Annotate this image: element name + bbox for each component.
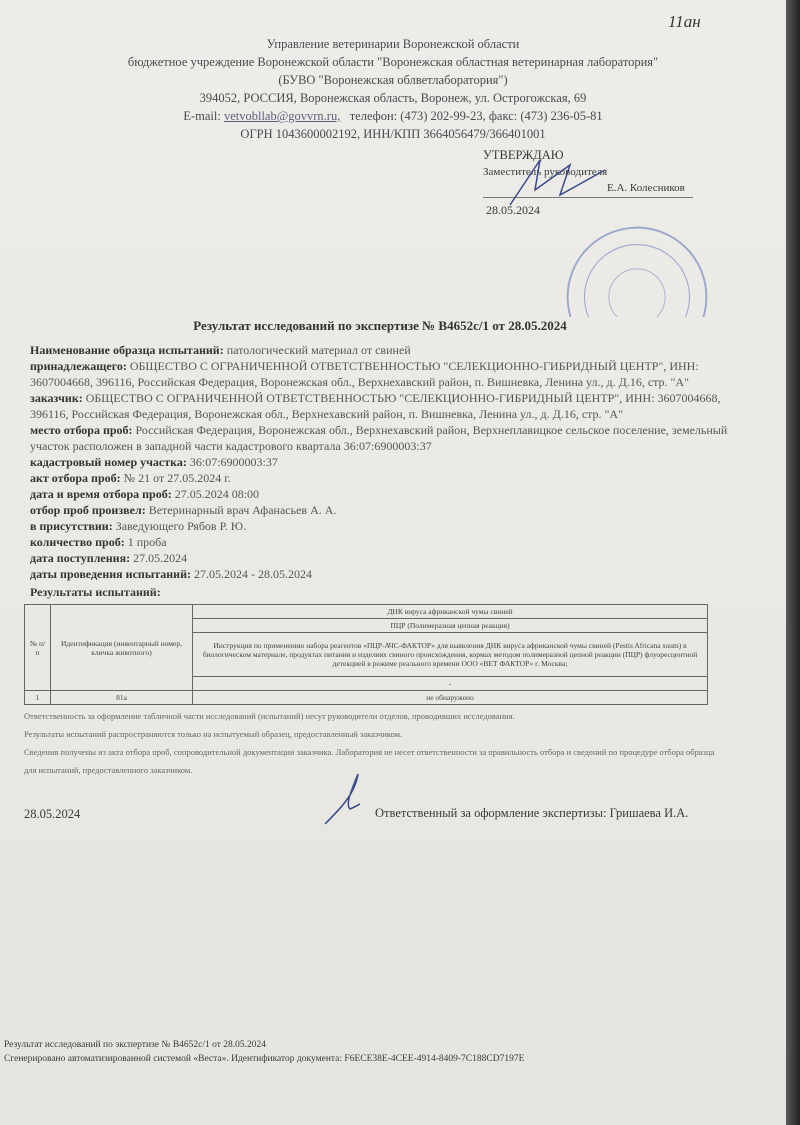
approval-title: УТВЕРЖДАЮ [483, 148, 564, 162]
note-scope: Результаты испытаний распространяются только на испытуемый образец, предоставленный заказчиком. [24, 729, 403, 739]
field-label: принадлежащего: [30, 359, 127, 373]
cell-number: 1 [25, 691, 51, 705]
field-value: Заведующего Рябов Р. Ю. [115, 519, 247, 533]
field-row [24, 518, 754, 534]
header-short-name: (БУВО "Воронежская облветлаборатория") [278, 73, 508, 87]
header-analyte: ДНК вируса африканской чумы свиней [193, 605, 708, 619]
field-value: патологический материал от свиней [226, 343, 411, 357]
field-row [24, 358, 754, 390]
approval-position: Заместитель руководителя [483, 166, 608, 178]
approval-name: Е.А. Колесников [607, 182, 685, 194]
field-label: место отбора проб: [30, 423, 133, 437]
approval-date: 28.05.2024 [486, 203, 540, 217]
email-label: E-mail: [183, 109, 221, 123]
header-registration: ОГРН 1043600002192, ИНН/КПП 3664056479/366401001 [240, 127, 546, 141]
results-label: Результаты испытаний: [30, 585, 161, 599]
sample-details [24, 342, 754, 582]
field-row [24, 502, 754, 518]
header-identification: Идентификация (инвентарный номер, кличка животного) [51, 605, 193, 691]
header-unit: - [193, 677, 708, 691]
page-edge-shadow [786, 0, 800, 1125]
field-value: ОБЩЕСТВО С ОГРАНИЧЕННОЙ ОТВЕТСТВЕННОСТЬЮ "СЕЛЕКЦИОННО-ГИБРИДНЫЙ ЦЕНТР", ИНН: 3607004668, 396116, Российская Федерация, Воронежская обл., Верхнехавский район, п. Вишневка, Ленина ул., д. Д.16, стр. "А" [30, 391, 721, 421]
field-row [24, 390, 754, 422]
footer-reference: Результат исследований по экспертизе № В4652с/1 от 28.05.2024 [4, 1040, 267, 1050]
field-row [24, 550, 754, 566]
document-title: Результат исследований по экспертизе № В4652с/1 от 28.05.2024 [193, 318, 567, 333]
field-label: кадастровый номер участка: [30, 455, 187, 469]
field-label: заказчик: [30, 391, 83, 405]
field-value: 27.05.2024 [133, 551, 188, 565]
field-value: Ветеринарный врач Афанасьев А. А. [148, 503, 337, 517]
table-row [25, 691, 708, 705]
header-address: 394052, РОССИЯ, Воронежская область, Воронеж, ул. Острогожская, 69 [199, 91, 587, 105]
responsible-signature [320, 769, 380, 829]
sign-date: 28.05.2024 [24, 807, 81, 821]
field-label: отбор проб произвел: [30, 503, 146, 517]
field-value: № 21 от 27.05.2024 г. [123, 471, 231, 485]
cell-result: не обнаружено [193, 691, 708, 705]
field-row [24, 454, 754, 470]
report-body [24, 342, 754, 829]
field-label: Наименование образца испытаний: [30, 343, 224, 357]
note-responsibility: Ответственность за оформление табличной части исследований (испытаний) несут руководители отделов, проводивших исследования. [24, 711, 515, 721]
header-organization: бюджетное учреждение Воронежской области "Воронежская областная ветеринарная лаборатория" [127, 55, 659, 69]
signature-row [24, 789, 754, 829]
header-authority: Управление ветеринарии Воронежской области [266, 37, 520, 51]
field-row [24, 422, 754, 454]
field-value: 36:07:6900003:37 [189, 455, 278, 469]
field-value: 27.05.2024 - 28.05.2024 [193, 567, 312, 581]
email-link[interactable]: vetvobllab@govvrn.ru, [223, 109, 341, 123]
header-method: ПЦР (Полимеразная цепная реакция) [193, 619, 708, 633]
field-label: в присутствии: [30, 519, 113, 533]
field-row [24, 486, 754, 502]
field-value: 27.05.2024 08:00 [174, 487, 260, 501]
responsible-person: Ответственный за оформление экспертизы: Гришаева И.А. [375, 806, 689, 820]
field-label: даты проведения испытаний: [30, 567, 191, 581]
seal-stamp [562, 222, 712, 317]
field-label: количество проб: [30, 535, 125, 549]
field-value: 1 проба [127, 535, 167, 549]
field-row [24, 342, 754, 358]
note-source: Сведения получены из акта отбора проб, сопроводительной документации заказчика. Лаборатория не несет ответственности за правильность отбора и сведений по процедуре отбора образца для испытаний, предоставленного заказчиком. [24, 747, 715, 775]
cell-identification: 81а [51, 691, 193, 705]
header-contacts [0, 109, 786, 124]
field-label: акт отбора проб: [30, 471, 121, 485]
handwritten-mark: 11ан [668, 12, 701, 31]
field-row [24, 534, 754, 550]
field-value: Российская Федерация, Воронежская обл., Верхнехавский район, Верхнеплавицкое сельское поселение, земельный участок расположен в западной части кадастрового квартала 36:07:6900003:37 [30, 423, 728, 453]
approval-signature [500, 150, 610, 210]
field-row [24, 566, 754, 582]
field-value: ОБЩЕСТВО С ОГРАНИЧЕННОЙ ОТВЕТСТВЕННОСТЬЮ "СЕЛЕКЦИОННО-ГИБРИДНЫЙ ЦЕНТР", ИНН: 3607004668, 396116, Российская Федерация, Воронежская обл., Верхнехавский район, п. Вишневка, Ленина ул., д. Д.16, стр. "А" [30, 359, 699, 389]
footer-generated: Сгенерировано автоматизированной системой «Веста». Идентификатор документа: F6ECE38E-4CEE-4914-8409-7C188CD7197E [4, 1054, 525, 1064]
header-instruction: Инструкция по применению набора реагентов «ПЦР-АЧС-ФАКТОР» для выявления ДНК вируса африканской чумы свиней (Pestis Africana suum) в биологическом материале, продуктах питания и изделиях свиного происхождения, кормах методом полимеразной цепной реакции (ПЦР) флуоресцентной детекцией в режиме реального времени ООО «ВЕТ ФАКТОР» г. Москва; [193, 633, 708, 677]
field-label: дата и время отбора проб: [30, 487, 172, 501]
field-row [24, 470, 754, 486]
header-number: № п/п [25, 605, 51, 691]
phones: телефон: (473) 202-99-23, факс: (473) 236-05-81 [349, 109, 603, 123]
field-label: дата поступления: [30, 551, 131, 565]
results-table [24, 604, 708, 705]
